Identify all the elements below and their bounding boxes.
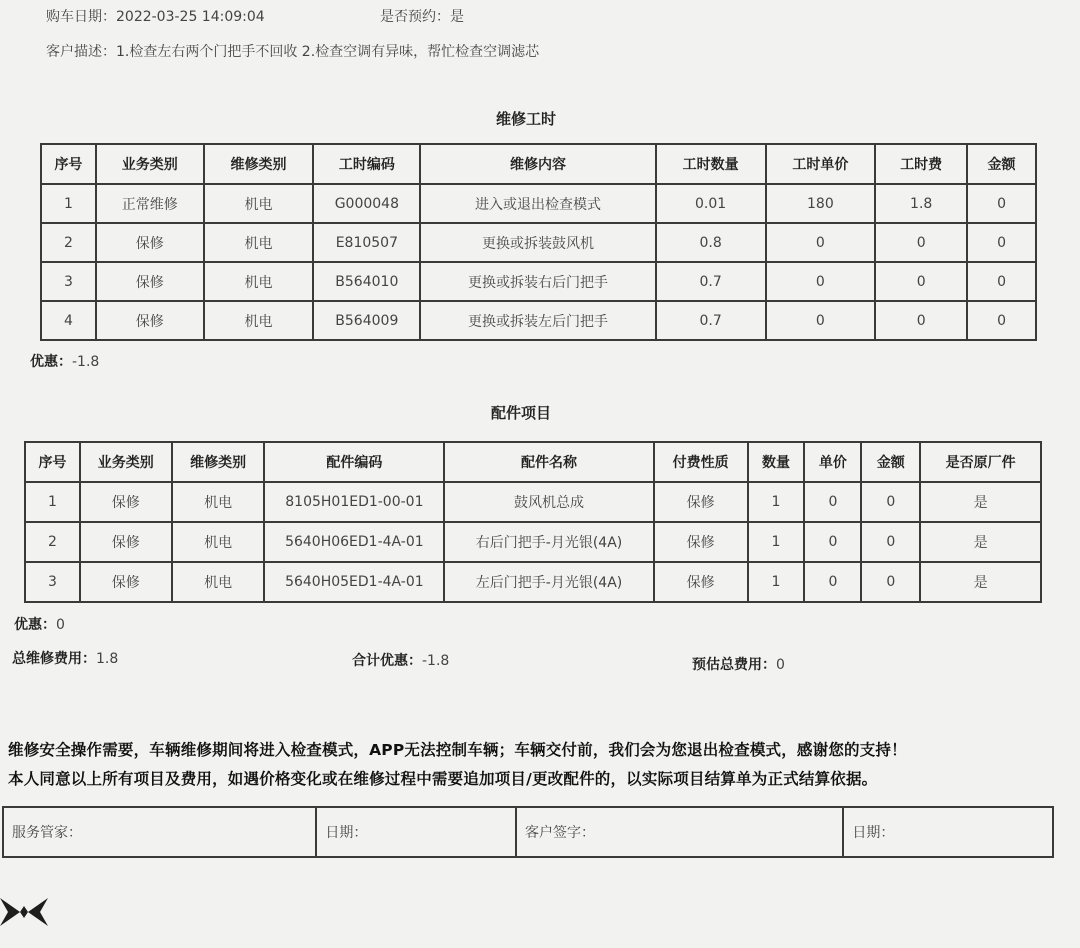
parts-cell: 保修 (654, 562, 748, 602)
advisor-signature-cell[interactable]: 服务管家： (3, 807, 316, 857)
parts-row (25, 522, 1041, 562)
labor-cell: 0 (766, 262, 876, 301)
parts-cell: 0 (861, 562, 920, 602)
labor-col-header: 工时费 (875, 144, 967, 184)
total-repair-cost (12, 648, 118, 668)
labor-cell: 0.7 (656, 301, 766, 340)
parts-cell: 1 (748, 522, 805, 562)
parts-cell: 5640H06ED1-4A-01 (264, 522, 444, 562)
parts-col-header: 业务类别 (80, 442, 172, 482)
parts-cell: 1 (748, 562, 805, 602)
parts-cell: 保修 (80, 562, 172, 602)
total-cost-value: 1.8 (96, 651, 119, 667)
parts-col-header: 付费性质 (654, 442, 748, 482)
parts-cell: 8105H01ED1-00-01 (264, 482, 444, 522)
parts-cell: 0 (804, 522, 861, 562)
labor-col-header: 序号 (41, 144, 96, 184)
labor-col-header: 工时数量 (656, 144, 766, 184)
parts-cell: 0 (861, 522, 920, 562)
parts-discount-value: 0 (56, 617, 65, 633)
total-discount-label: 合计优惠： (352, 653, 422, 669)
estimate-label: 预估总费用： (692, 657, 776, 673)
parts-cell: 保修 (80, 522, 172, 562)
labor-cell: 180 (766, 184, 876, 223)
parts-cell: 0 (861, 482, 920, 522)
labor-row (41, 262, 1036, 301)
labor-row (41, 301, 1036, 340)
labor-col-header: 维修类别 (204, 144, 314, 184)
purchase-date (46, 6, 265, 26)
labor-cell: 0 (967, 301, 1036, 340)
notice-line-1: 维修安全操作需要，车辆维修期间将进入检查模式，APP无法控制车辆；车辆交付前，我们会为您退出检查模式，感谢您的支持！ (8, 741, 907, 759)
labor-cell: 机电 (204, 301, 314, 340)
description-value: 1.检查左右两个门把手不回收 2.检查空调有异味，帮忙检查空调滤芯 (116, 44, 540, 60)
parts-cell: 5640H05ED1-4A-01 (264, 562, 444, 602)
parts-col-header: 维修类别 (172, 442, 265, 482)
signature-table (2, 806, 1054, 858)
labor-cell: 0 (875, 301, 967, 340)
labor-cell: 机电 (204, 223, 314, 262)
parts-cell: 保修 (654, 482, 748, 522)
parts-col-header: 配件编码 (264, 442, 444, 482)
labor-table (40, 143, 1037, 341)
parts-cell: 3 (25, 562, 80, 602)
labor-cell: 保修 (96, 223, 204, 262)
labor-cell: E810507 (313, 223, 420, 262)
labor-col-header: 业务类别 (96, 144, 204, 184)
notice-line-2: 本人同意以上所有项目及费用，如遇价格变化或在维修过程中需要追加项目/更改配件的，以实际项目结算单为正式结算依据。 (8, 770, 878, 788)
parts-section-title: 配件项目 (491, 404, 552, 422)
signature-row (3, 807, 1053, 857)
customer-date-cell[interactable]: 日期： (843, 807, 1053, 857)
labor-discount (30, 351, 99, 371)
customer-signature-cell[interactable]: 客户签字： (516, 807, 843, 857)
parts-header-row (25, 442, 1041, 482)
customer-description (46, 41, 539, 61)
parts-row (25, 482, 1041, 522)
labor-discount-value: -1.8 (72, 354, 100, 370)
parts-col-header: 单价 (804, 442, 861, 482)
parts-cell: 保修 (80, 482, 172, 522)
total-discount (352, 650, 449, 670)
parts-col-header: 配件名称 (444, 442, 654, 482)
purchase-date-value: 2022-03-25 14:09:04 (116, 9, 265, 25)
labor-cell: 更换或拆装鼓风机 (420, 223, 655, 262)
labor-cell: 更换或拆装右后门把手 (420, 262, 655, 301)
labor-cell: 更换或拆装左后门把手 (420, 301, 655, 340)
parts-cell: 2 (25, 522, 80, 562)
labor-cell: 1 (41, 184, 96, 223)
parts-table (24, 441, 1042, 603)
estimate-value: 0 (776, 657, 785, 673)
labor-col-header: 工时单价 (766, 144, 876, 184)
parts-cell: 左后门把手-月光银(4A) (444, 562, 654, 602)
labor-cell: 0.8 (656, 223, 766, 262)
labor-cell: 3 (41, 262, 96, 301)
parts-col-header: 是否原厂件 (920, 442, 1041, 482)
parts-cell: 右后门把手-月光银(4A) (444, 522, 654, 562)
labor-cell: 0 (875, 262, 967, 301)
total-cost-label: 总维修费用： (12, 651, 96, 667)
labor-cell: 保修 (96, 262, 204, 301)
parts-col-header: 金额 (861, 442, 920, 482)
parts-cell: 机电 (172, 482, 265, 522)
labor-cell: 0 (875, 223, 967, 262)
labor-section-title: 维修工时 (496, 110, 557, 128)
labor-header-row (41, 144, 1036, 184)
parts-cell: 是 (920, 522, 1041, 562)
labor-discount-label: 优惠： (30, 354, 72, 370)
appointment (380, 6, 464, 26)
labor-cell: 0 (967, 223, 1036, 262)
labor-col-header: 维修内容 (420, 144, 655, 184)
labor-cell: 0 (766, 301, 876, 340)
labor-cell: B564009 (313, 301, 420, 340)
parts-cell: 保修 (654, 522, 748, 562)
total-discount-value: -1.8 (422, 653, 450, 669)
xpeng-logo-icon (0, 894, 50, 930)
labor-col-header: 金额 (967, 144, 1036, 184)
labor-cell: 保修 (96, 301, 204, 340)
parts-discount-label: 优惠： (14, 617, 56, 633)
parts-cell: 机电 (172, 522, 265, 562)
labor-cell: G000048 (313, 184, 420, 223)
parts-cell: 1 (748, 482, 805, 522)
parts-col-header: 数量 (748, 442, 805, 482)
labor-cell: B564010 (313, 262, 420, 301)
labor-row (41, 223, 1036, 262)
labor-cell: 正常维修 (96, 184, 204, 223)
labor-cell: 2 (41, 223, 96, 262)
parts-row (25, 562, 1041, 602)
appointment-value: 是 (450, 9, 464, 25)
parts-cell: 0 (804, 562, 861, 602)
labor-cell: 机电 (204, 184, 314, 223)
purchase-date-label: 购车日期： (46, 9, 116, 25)
labor-cell: 进入或退出检查模式 (420, 184, 655, 223)
parts-col-header: 序号 (25, 442, 80, 482)
labor-col-header: 工时编码 (313, 144, 420, 184)
labor-cell: 0.7 (656, 262, 766, 301)
parts-cell: 1 (25, 482, 80, 522)
description-label: 客户描述： (46, 44, 116, 60)
labor-cell: 0 (766, 223, 876, 262)
parts-cell: 是 (920, 482, 1041, 522)
labor-cell: 机电 (204, 262, 314, 301)
parts-cell: 是 (920, 562, 1041, 602)
labor-row (41, 184, 1036, 223)
labor-cell: 0.01 (656, 184, 766, 223)
parts-discount (14, 614, 65, 634)
parts-cell: 0 (804, 482, 861, 522)
labor-cell: 0 (967, 184, 1036, 223)
estimated-total (692, 654, 785, 674)
labor-cell: 1.8 (875, 184, 967, 223)
parts-cell: 鼓风机总成 (444, 482, 654, 522)
appointment-label: 是否预约： (380, 9, 450, 25)
advisor-date-cell[interactable]: 日期： (316, 807, 516, 857)
labor-cell: 4 (41, 301, 96, 340)
labor-cell: 0 (967, 262, 1036, 301)
parts-cell: 机电 (172, 562, 265, 602)
